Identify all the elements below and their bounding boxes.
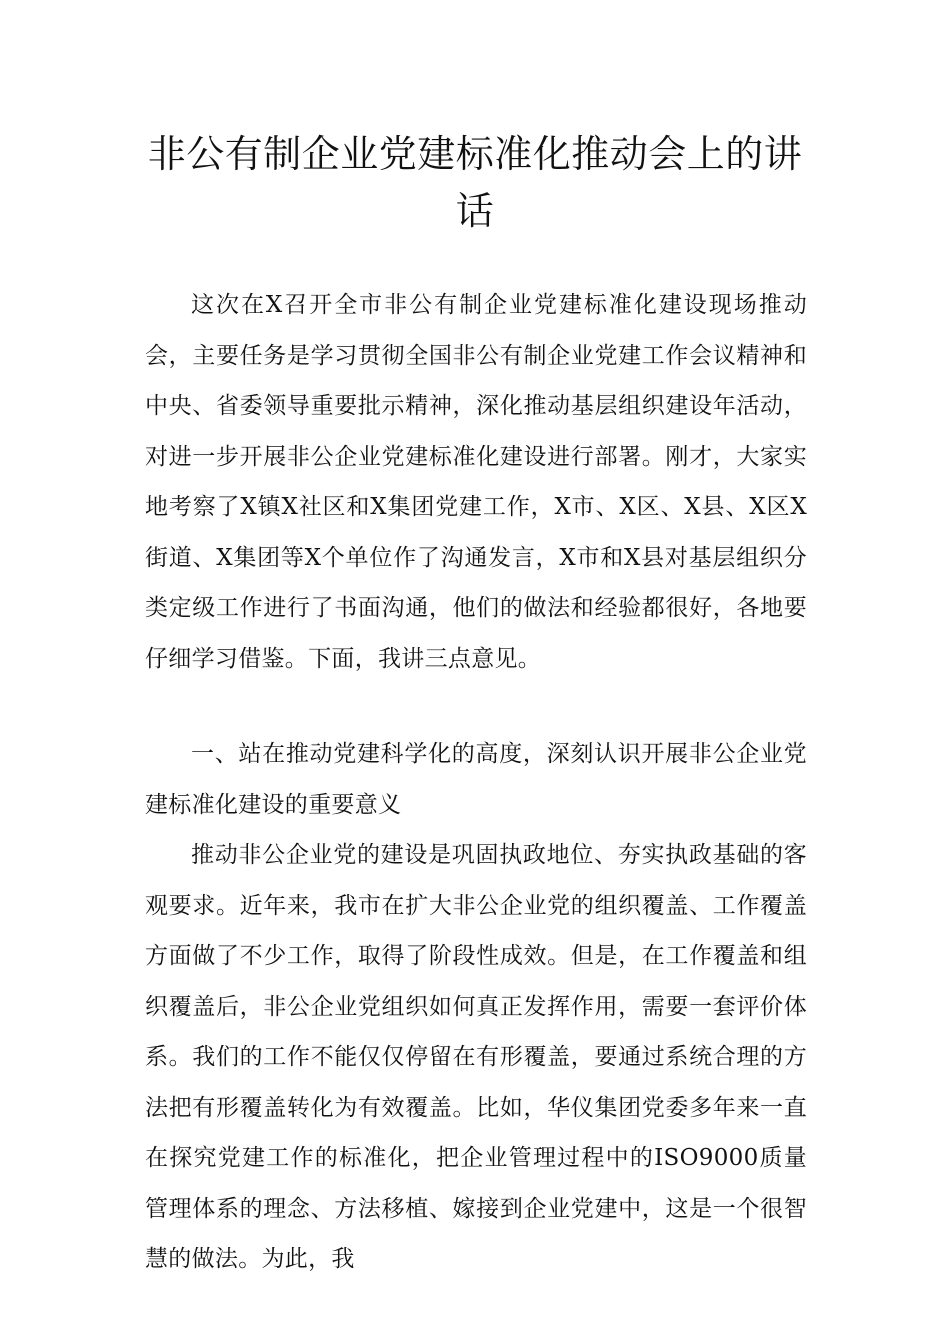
document-body [145,280,807,1285]
section-heading-1: 一、站在推动党建科学化的高度，深刻认识开展非公企业党建标准化建设的重要意义 [145,741,807,818]
paragraph-intro: 这次在X召开全市非公有制企业党建标准化建设现场推动会，主要任务是学习贯彻全国非公有制企业党建工作会议精神和中央、省委领导重要批示精神，深化推动基层组织建设年活动，对进一步开展非公企业党建标准化建设进行部署。刚才，大家实地考察了X镇X社区和X集团党建工作，X市、X区、X县、X区X街道、X集团等X个单位作了沟通发言，X市和X县对基层组织分类定级工作进行了书面沟通，他们的做法和经验都很好，各地要仔细学习借鉴。下面，我讲三点意见。 [145,292,807,672]
document-title: 非公有制企业党建标准化推动会上的讲话 [147,132,803,233]
paragraph-section-1: 推动非公企业党的建设是巩固执政地位、夯实执政基础的客观要求。近年来，我市在扩大非公企业党的组织覆盖、工作覆盖方面做了不少工作，取得了阶段性成效。但是，在工作覆盖和组织覆盖后，非公企业党组织如何真正发挥作用，需要一套评价体系。我们的工作不能仅仅停留在有形覆盖，要通过系统合理的方法把有形覆盖转化为有效覆盖。比如，华仪集团党委多年来一直在探究党建工作的标准化，把企业管理过程中的ISO9000质量管理体系的理念、方法移植、嫁接到企业党建中，这是一个很智慧的做法。为此，我 [145,842,807,1272]
